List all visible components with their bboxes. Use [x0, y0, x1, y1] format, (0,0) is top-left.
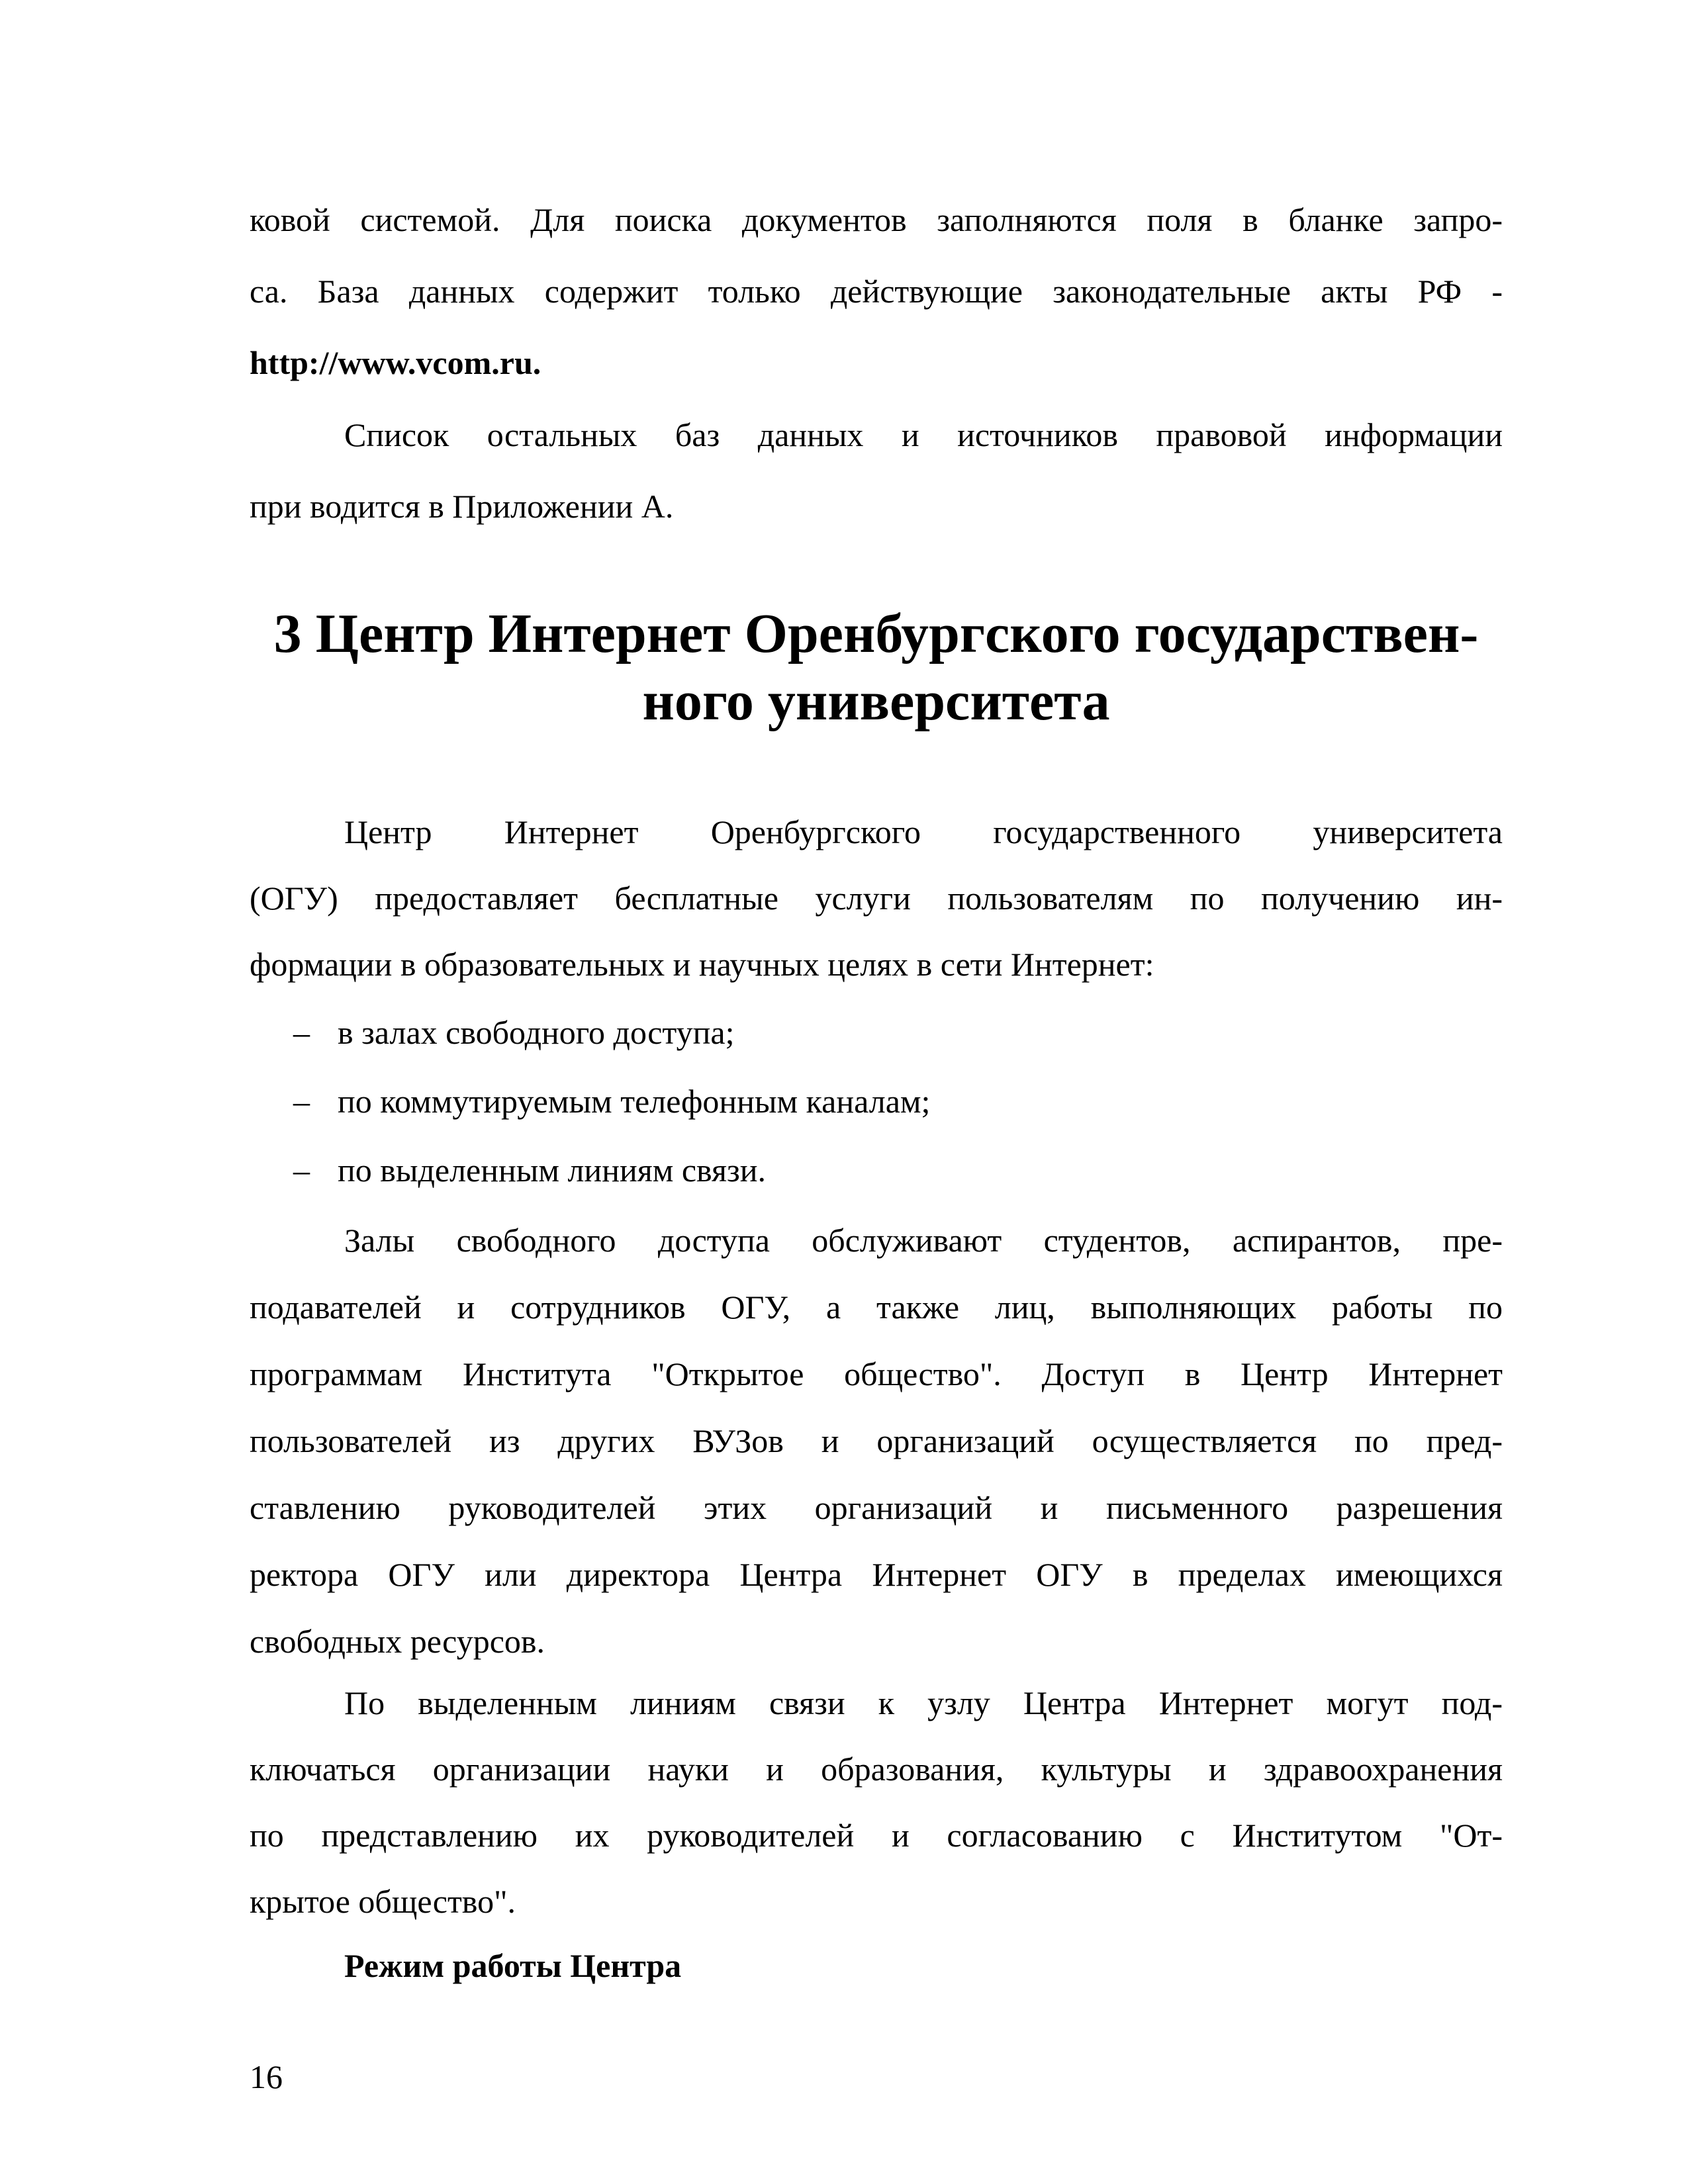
- paragraph-line: ставлению руководителей этих организаций и письменного разрешения: [250, 1489, 1503, 1526]
- paragraph-line: (ОГУ) предоставляет бесплатные услуги пользователям по получению ин-: [250, 880, 1503, 917]
- paragraph-line: ректора ОГУ или директора Центра Интернет ОГУ в пределах имеющихся: [250, 1556, 1503, 1593]
- halls-paragraph: [250, 1207, 1503, 1675]
- paragraph-line: ковой системой. Для поиска документов заполняются поля в бланке запро-: [250, 201, 1503, 238]
- url-text: http://www.vcom.ru.: [250, 344, 541, 381]
- dash-bullet: –: [293, 1083, 310, 1120]
- paragraph-line: программам Института "Открытое общество". Доступ в Центр Интернет: [250, 1355, 1503, 1392]
- paragraph-line: пользователей из других ВУЗов и организаций осуществляется по пред-: [250, 1422, 1503, 1459]
- paragraph-line: подавателей и сотрудников ОГУ, а также лиц, выполняющих работы по: [250, 1289, 1503, 1326]
- paragraph-line: са. База данных содержит только действующие законодательные акты РФ -: [250, 273, 1503, 310]
- paragraph-line: ключаться организации науки и образования, культуры и здравоохранения: [250, 1751, 1503, 1788]
- paragraph-line: при водится в Приложении А.: [250, 488, 674, 525]
- top-paragraph: [250, 184, 1503, 398]
- paragraph-line: Центр Интернет Оренбургского государственного университета: [344, 813, 1503, 850]
- paragraph-line: свободных ресурсов.: [250, 1623, 545, 1660]
- section-heading-line: 3 Центр Интернет Оренбургского государствен-: [273, 603, 1479, 664]
- list-item-text: по выделенным линиям связи.: [338, 1152, 766, 1189]
- paragraph-line: формации в образовательных и научных целях в сети Интернет:: [250, 946, 1154, 983]
- paragraph-line: Список остальных баз данных и источников правовой информации: [344, 416, 1503, 453]
- paragraph-line: По выделенным линиям связи к узлу Центра Интернет могут под-: [344, 1684, 1503, 1721]
- list-item: [250, 1067, 1503, 1136]
- work-mode-heading-block: [250, 1933, 1503, 1999]
- appendix-paragraph: [250, 399, 1503, 542]
- paragraph-line: по представлению их руководителей и согласованию с Институтом "От-: [250, 1817, 1503, 1854]
- work-mode-heading: Режим работы Центра: [344, 1947, 682, 1984]
- paragraph-line: Залы свободного доступа обслуживают студентов, аспирантов, пре-: [344, 1222, 1503, 1259]
- list-item: [250, 1136, 1503, 1205]
- leased-lines-paragraph: [250, 1670, 1503, 1934]
- dash-bullet: –: [293, 1152, 310, 1189]
- list-item-text: в залах свободного доступа;: [338, 1014, 735, 1051]
- paragraph-line: крытое общество".: [250, 1883, 516, 1920]
- list-item: [250, 998, 1503, 1067]
- section-heading-line: ного университета: [642, 670, 1110, 732]
- dash-bullet: –: [293, 1014, 310, 1051]
- page-number: 16: [250, 2058, 283, 2095]
- access-list: [250, 998, 1503, 1205]
- intro-paragraph: [250, 799, 1503, 997]
- section-heading: [250, 600, 1503, 735]
- list-item-text: по коммутируемым телефонным каналам;: [338, 1083, 931, 1120]
